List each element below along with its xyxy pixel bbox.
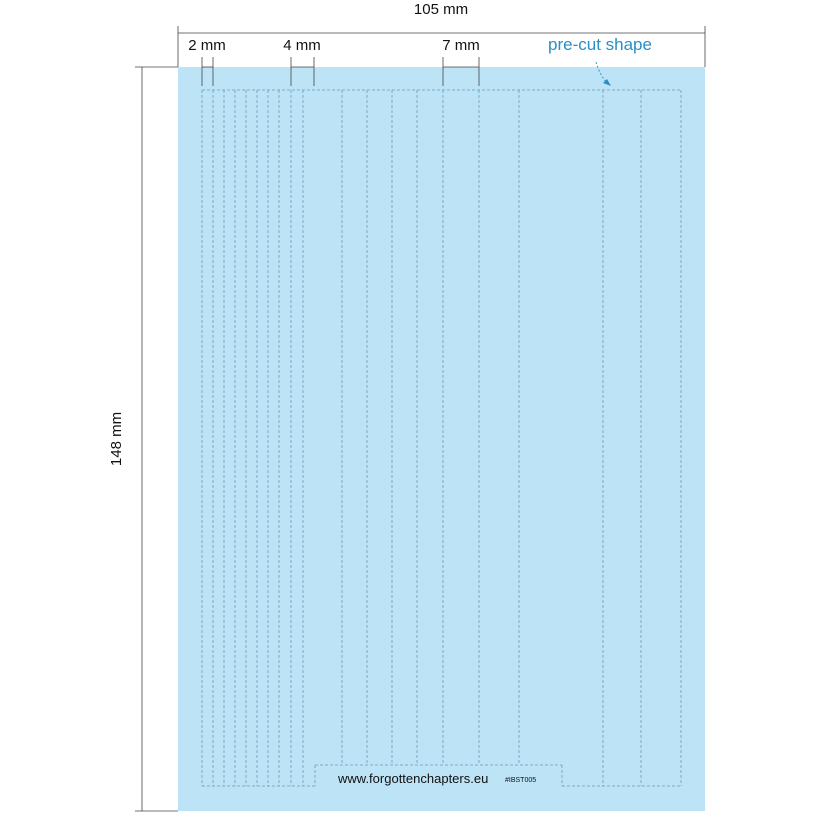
strip-7mm-label: 7 mm — [442, 37, 480, 54]
footer-code: #IBST005 — [505, 777, 537, 784]
height-label: 148 mm — [108, 411, 125, 467]
footer-url: www.forgottenchapters.eu — [338, 771, 489, 786]
strip-2mm-label: 2 mm — [188, 37, 226, 54]
width-label: 105 mm — [413, 1, 469, 18]
strip-4mm-label: 4 mm — [283, 37, 321, 54]
sticker-sheet — [178, 67, 705, 811]
pre-cut-shape-label: pre-cut shape — [548, 35, 652, 54]
height-dimension — [135, 67, 178, 811]
